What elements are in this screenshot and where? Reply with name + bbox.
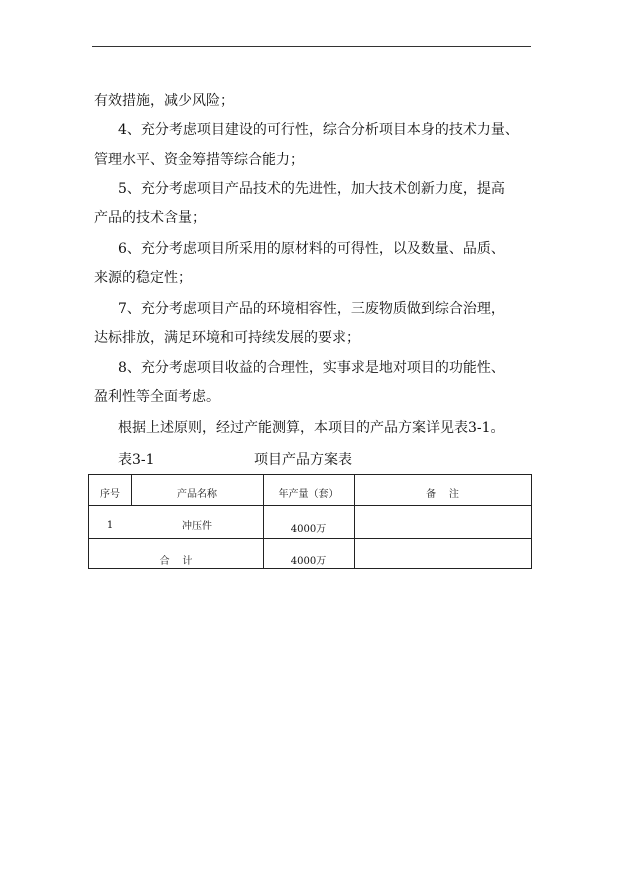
header-rule [92, 46, 531, 47]
paragraph-line-3: 管理水平、资金筹措等综合能力； [94, 152, 304, 168]
paragraph-line-10: 8、充分考虑项目收益的合理性，实事求是地对项目的功能性、 [118, 360, 505, 376]
paragraph-line-8: 7、充分考虑项目产品的环境相容性，三废物质做到综合治理， [118, 301, 505, 317]
table-header-cell: 序号 [100, 489, 120, 500]
table-cell-index: 1 [106, 520, 114, 531]
table-row-divider-1 [89, 505, 531, 506]
table-total-label: 合 计 [159, 556, 193, 567]
paragraph-line-9: 达标排放，满足环境和可持续发展的要求； [94, 330, 360, 346]
table-row-divider-2 [89, 538, 531, 539]
table-cell-annual-output: 4000万 [290, 524, 327, 535]
paragraph-line-11: 盈利性等全面考虑。 [94, 389, 220, 405]
paragraph-line-1: 有效措施，减少风险； [94, 93, 234, 109]
paragraph-line-6: 6、充分考虑项目所采用的原材料的可得性，以及数量、品质、 [118, 241, 505, 257]
paragraph-line-2: 4、充分考虑项目建设的可行性，综合分析项目本身的技术力量、 [118, 122, 519, 138]
table-header-cell: 备 注 [426, 489, 459, 500]
table-caption-number: 表3-1 [118, 452, 155, 468]
paragraph-line-12: 根据上述原则，经过产能测算，本项目的产品方案详见表3-1。 [118, 420, 505, 436]
paragraph-line-4: 5、充分考虑项目产品技术的先进性，加大技术创新力度，提高 [118, 181, 505, 197]
paragraph-line-7: 来源的稳定性； [94, 270, 192, 286]
table-header-cell: 年产量（套） [278, 489, 339, 500]
product-table [88, 474, 532, 569]
table-header-cell: 产品名称 [177, 489, 217, 500]
table-caption-title: 项目产品方案表 [254, 452, 352, 468]
table-total-value: 4000万 [290, 556, 327, 567]
paragraph-line-5: 产品的技术含量； [94, 210, 206, 226]
table-cell-product-name: 冲压件 [182, 521, 212, 532]
